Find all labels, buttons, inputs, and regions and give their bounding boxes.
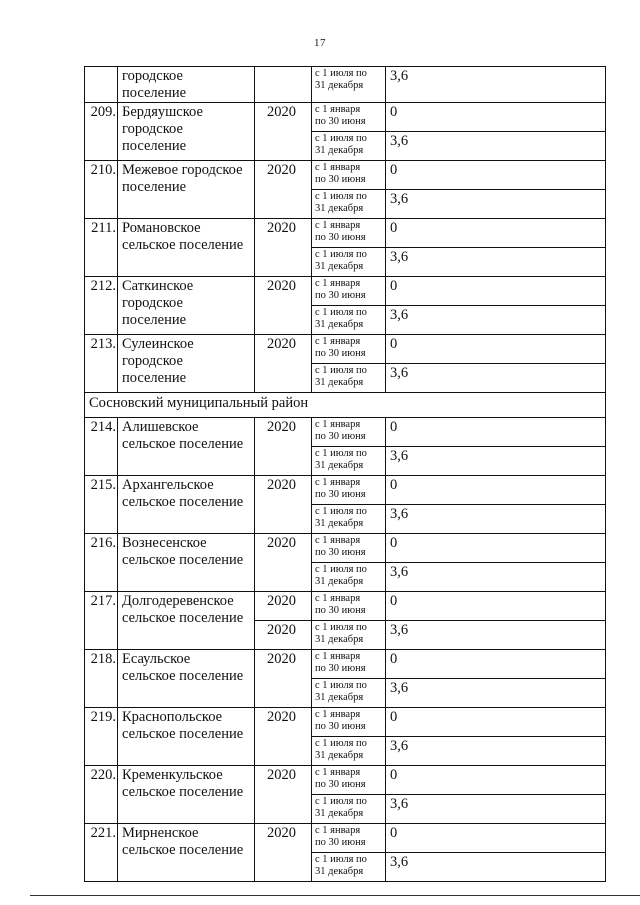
settlement-name-line: сельское поселение (122, 552, 244, 568)
period-cell (312, 67, 386, 103)
rate-cell: 0 (386, 277, 606, 306)
period-line: с 1 июля по (315, 191, 367, 202)
period-cell (312, 335, 386, 364)
table-row (85, 476, 606, 505)
settlement-name (118, 476, 255, 534)
period-line: 31 декабря (315, 576, 364, 587)
period-cell (312, 650, 386, 679)
settlement-name (118, 708, 255, 766)
rate-cell: 3,6 (386, 505, 606, 534)
table-row (85, 592, 606, 621)
period-line: 31 декабря (315, 808, 364, 819)
settlement-name (118, 824, 255, 882)
period-line: по 30 июня (315, 489, 366, 500)
rate-cell: 3,6 (386, 190, 606, 219)
rate-cell: 3,6 (386, 67, 606, 103)
rate-cell: 3,6 (386, 795, 606, 824)
row-number: 217. (85, 592, 118, 650)
settlement-name-line: Кременкульское (122, 767, 223, 783)
year-cell: 2020 (255, 277, 312, 335)
rate-cell: 0 (386, 766, 606, 795)
period-cell (312, 505, 386, 534)
settlement-name-line: Романовское (122, 220, 201, 236)
rate-cell: 3,6 (386, 679, 606, 708)
period-line: с 1 июля по (315, 249, 367, 260)
year-cell: 2020 (255, 650, 312, 708)
settlement-name-line: сельское поселение (122, 668, 244, 684)
section-header-row (85, 393, 606, 418)
period-line: 31 декабря (315, 261, 364, 272)
rate-cell: 3,6 (386, 364, 606, 393)
period-line: 31 декабря (315, 319, 364, 330)
year-cell: 2020 (255, 708, 312, 766)
row-number: 209. (85, 103, 118, 161)
settlement-name (118, 103, 255, 161)
settlement-name (118, 534, 255, 592)
settlement-name-line: Долгодеревенское (122, 593, 234, 609)
rate-cell: 3,6 (386, 621, 606, 650)
year-cell: 2020 (255, 335, 312, 393)
period-line: с 1 января (315, 477, 361, 488)
settlement-name-line: сельское поселение (122, 784, 244, 800)
row-number: 214. (85, 418, 118, 476)
rate-cell: 0 (386, 650, 606, 679)
rate-cell: 0 (386, 592, 606, 621)
period-cell (312, 219, 386, 248)
table-body-upper (85, 67, 606, 393)
page-number: 17 (314, 37, 326, 49)
year-cell: 2020 (255, 103, 312, 161)
period-cell (312, 679, 386, 708)
settlement-name-line: поселение (122, 179, 187, 195)
period-cell (312, 853, 386, 882)
settlement-name (118, 592, 255, 650)
settlement-name-line: сельское поселение (122, 436, 244, 452)
period-line: 31 декабря (315, 145, 364, 156)
row-number: 218. (85, 650, 118, 708)
period-cell (312, 364, 386, 393)
rate-cell: 0 (386, 418, 606, 447)
rate-cell: 0 (386, 335, 606, 364)
rate-cell: 0 (386, 161, 606, 190)
settlement-name-line: поселение (122, 370, 187, 386)
period-cell (312, 447, 386, 476)
table-row (85, 534, 606, 563)
period-line: по 30 июня (315, 721, 366, 732)
settlement-name (118, 67, 255, 103)
period-line: по 30 июня (315, 232, 366, 243)
table-row (85, 824, 606, 853)
settlement-name-line: Краснопольское (122, 709, 223, 725)
period-line: 31 декабря (315, 750, 364, 761)
period-line: с 1 января (315, 104, 361, 115)
row-number: 212. (85, 277, 118, 335)
section-header-body (85, 393, 606, 418)
table-row (85, 67, 606, 103)
table-row (85, 650, 606, 679)
settlement-name-line: городское (122, 295, 183, 311)
settlement-name-line: сельское поселение (122, 842, 244, 858)
period-line: с 1 января (315, 825, 361, 836)
year-cell: 2020 (255, 824, 312, 882)
rate-cell: 0 (386, 103, 606, 132)
period-line: по 30 июня (315, 116, 366, 127)
period-cell (312, 708, 386, 737)
period-cell (312, 737, 386, 766)
year-cell (255, 67, 312, 103)
period-cell (312, 621, 386, 650)
period-line: с 1 января (315, 336, 361, 347)
period-line: 31 декабря (315, 634, 364, 645)
row-number: 211. (85, 219, 118, 277)
period-cell (312, 248, 386, 277)
year-cell: 2020 (255, 418, 312, 476)
period-line: с 1 января (315, 767, 361, 778)
rate-cell: 3,6 (386, 447, 606, 476)
table-row (85, 161, 606, 190)
period-cell (312, 161, 386, 190)
period-cell (312, 476, 386, 505)
rate-cell: 0 (386, 476, 606, 505)
period-cell (312, 190, 386, 219)
period-line: 31 декабря (315, 377, 364, 388)
period-line: по 30 июня (315, 837, 366, 848)
period-cell (312, 592, 386, 621)
period-line: по 30 июня (315, 605, 366, 616)
bottom-rule (30, 895, 640, 896)
row-number: 215. (85, 476, 118, 534)
period-line: по 30 июня (315, 663, 366, 674)
period-line: по 30 июня (315, 348, 366, 359)
settlement-name-line: Бердяушское (122, 104, 203, 120)
period-line: 31 декабря (315, 518, 364, 529)
period-line: по 30 июня (315, 174, 366, 185)
settlement-name-line: поселение (122, 138, 187, 154)
period-line: по 30 июня (315, 779, 366, 790)
settlement-name-line: Вознесенское (122, 535, 207, 551)
settlement-name-line: поселение (122, 85, 187, 101)
settlement-name (118, 650, 255, 708)
settlement-name-line: Алишевское (122, 419, 199, 435)
year-cell: 2020 (255, 219, 312, 277)
settlement-name-line: городское (122, 353, 183, 369)
period-line: с 1 июля по (315, 738, 367, 749)
rate-cell: 0 (386, 219, 606, 248)
period-line: с 1 июля по (315, 506, 367, 517)
rate-cell: 3,6 (386, 132, 606, 161)
rate-cell: 3,6 (386, 306, 606, 335)
period-line: с 1 июля по (315, 133, 367, 144)
settlement-name-line: сельское поселение (122, 610, 244, 626)
year-cell: 2020 (255, 592, 312, 621)
rate-cell: 3,6 (386, 248, 606, 277)
period-line: 31 декабря (315, 203, 364, 214)
period-line: 31 декабря (315, 460, 364, 471)
period-cell (312, 132, 386, 161)
row-number: 219. (85, 708, 118, 766)
settlement-name-line: городское (122, 68, 183, 84)
period-line: с 1 января (315, 709, 361, 720)
row-number: 210. (85, 161, 118, 219)
period-cell (312, 824, 386, 853)
settlement-name (118, 766, 255, 824)
table-row (85, 103, 606, 132)
period-cell (312, 306, 386, 335)
settlement-name-line: сельское поселение (122, 726, 244, 742)
rate-cell: 3,6 (386, 853, 606, 882)
table-row (85, 335, 606, 364)
row-number: 213. (85, 335, 118, 393)
rate-cell: 0 (386, 534, 606, 563)
year-cell: 2020 (255, 766, 312, 824)
rate-cell: 0 (386, 708, 606, 737)
period-cell (312, 103, 386, 132)
table-row (85, 277, 606, 306)
period-line: с 1 января (315, 651, 361, 662)
settlement-name (118, 335, 255, 393)
rate-cell: 0 (386, 824, 606, 853)
period-line: с 1 января (315, 278, 361, 289)
period-line: с 1 января (315, 220, 361, 231)
table-row (85, 708, 606, 737)
rate-cell: 3,6 (386, 737, 606, 766)
settlement-name-line: Мирненское (122, 825, 199, 841)
period-line: с 1 июля по (315, 365, 367, 376)
period-cell (312, 534, 386, 563)
settlement-name (118, 277, 255, 335)
table-row (85, 418, 606, 447)
period-line: с 1 июля по (315, 680, 367, 691)
period-line: с 1 июля по (315, 622, 367, 633)
section-title: Сосновский муниципальный район (85, 393, 606, 418)
period-line: с 1 января (315, 419, 361, 430)
period-line: с 1 июля по (315, 854, 367, 865)
period-line: по 30 июня (315, 547, 366, 558)
period-line: с 1 января (315, 593, 361, 604)
settlement-name-line: Есаульское (122, 651, 191, 667)
rate-cell: 3,6 (386, 563, 606, 592)
row-number: 220. (85, 766, 118, 824)
period-line: 31 декабря (315, 866, 364, 877)
period-cell (312, 766, 386, 795)
row-number: 216. (85, 534, 118, 592)
settlement-name (118, 161, 255, 219)
table-row (85, 219, 606, 248)
year-cell: 2020 (255, 476, 312, 534)
settlement-name-line: городское (122, 121, 183, 137)
settlement-name-line: сельское поселение (122, 237, 244, 253)
period-line: с 1 июля по (315, 796, 367, 807)
period-line: с 1 января (315, 162, 361, 173)
settlement-name-line: Архангельское (122, 477, 214, 493)
period-line: с 1 января (315, 535, 361, 546)
settlement-name (118, 418, 255, 476)
period-line: по 30 июня (315, 431, 366, 442)
settlement-name-line: Саткинское (122, 278, 194, 294)
settlement-name-line: сельское поселение (122, 494, 244, 510)
period-cell (312, 795, 386, 824)
period-cell (312, 418, 386, 447)
year-cell: 2020 (255, 621, 312, 650)
year-cell: 2020 (255, 161, 312, 219)
period-line: с 1 июля по (315, 307, 367, 318)
period-cell (312, 277, 386, 306)
period-cell (312, 563, 386, 592)
period-line: с 1 июля по (315, 68, 367, 79)
year-cell: 2020 (255, 534, 312, 592)
period-line: по 30 июня (315, 290, 366, 301)
settlement-name-line: Сулеинское (122, 336, 194, 352)
period-line: 31 декабря (315, 692, 364, 703)
row-number: 221. (85, 824, 118, 882)
period-line: с 1 июля по (315, 448, 367, 459)
settlement-name-line: поселение (122, 312, 187, 328)
table-body-lower (85, 418, 606, 882)
row-number (85, 67, 118, 103)
table-row (85, 766, 606, 795)
period-line: 31 декабря (315, 80, 364, 91)
settlement-name-line: Межевое городское (122, 162, 243, 178)
period-line: с 1 июля по (315, 564, 367, 575)
settlement-name (118, 219, 255, 277)
tax-rate-table (84, 66, 606, 882)
